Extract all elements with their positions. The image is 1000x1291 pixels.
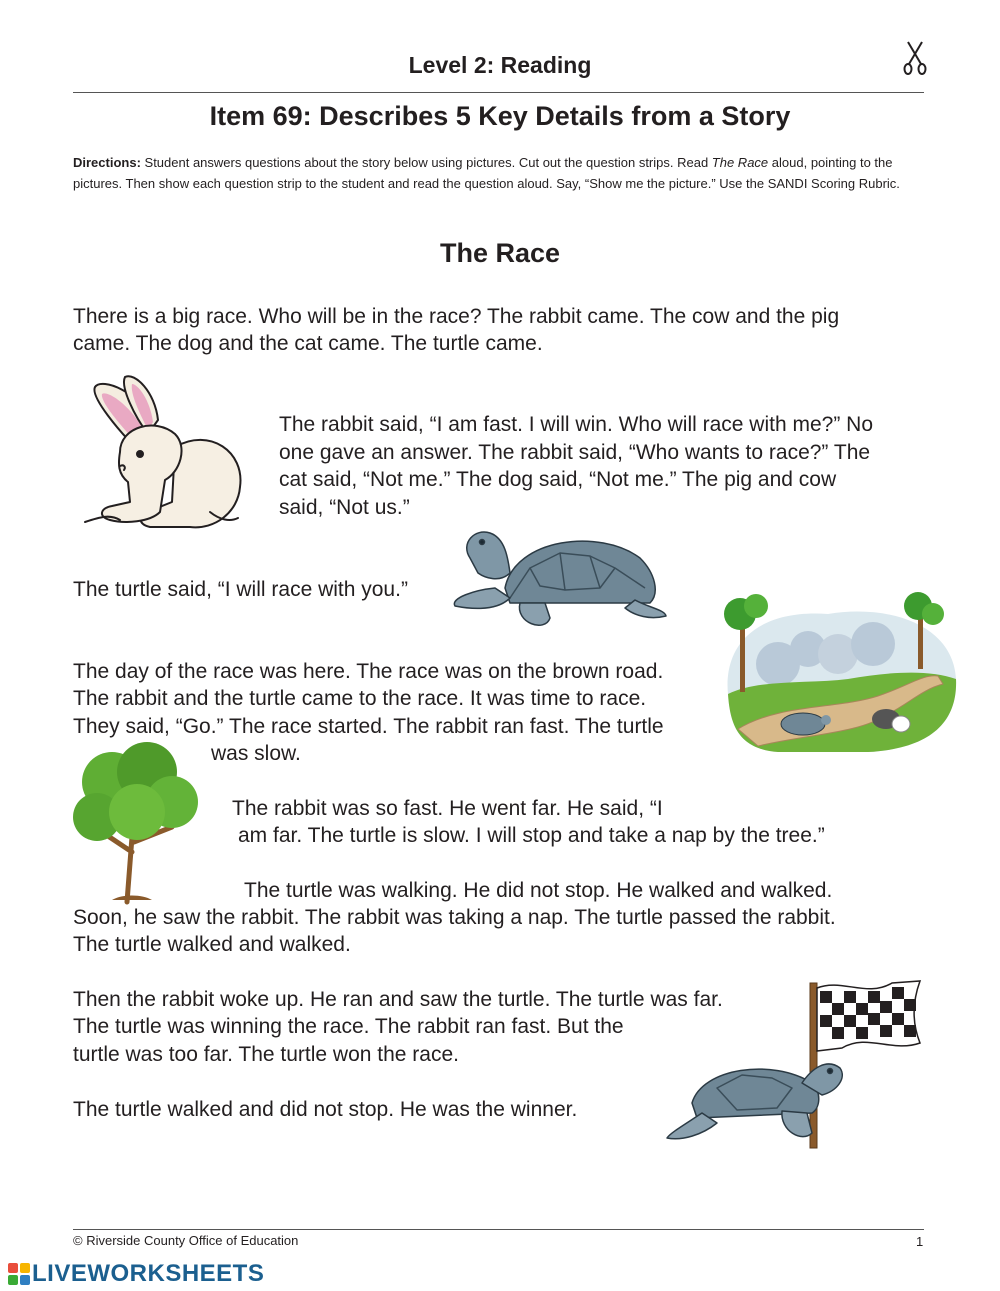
story-line: cat said, “Not me.” The dog said, “Not me.” The pig and cow	[279, 468, 837, 491]
story-line: There is a big race. Who will be in the race? The rabbit came. The cow and the pig	[73, 305, 840, 328]
page-number: 1	[916, 1234, 924, 1249]
story-line: was slow.	[211, 742, 301, 765]
story-line: They said, “Go.” The race started. The rabbit ran fast. The turtle	[73, 715, 664, 738]
race-scene-illustration	[718, 584, 963, 756]
footer-divider	[73, 1229, 924, 1230]
rabbit-illustration	[80, 372, 245, 542]
liveworksheets-logo[interactable]	[8, 1260, 264, 1288]
story-line: The turtle was walking. He did not stop. He walked and walked.	[244, 879, 833, 902]
story-line: The turtle walked and walked.	[73, 933, 351, 956]
story-title: The Race	[439, 238, 561, 268]
story-line: one gave an answer. The rabbit said, “Who wants to race?” The	[279, 441, 871, 464]
directions-text-2: aloud, pointing to the pictures. Then show each question strip to the student and read the question aloud. Say, “Show me the picture.” Use the SANDI Scoring Rubric.	[73, 155, 900, 191]
story-line: The rabbit and the turtle came to the race. It was time to race.	[73, 687, 647, 710]
directions-text-1: Student answers questions about the story below using pictures. Cut out the question strips. Read	[140, 155, 712, 170]
story-line: The turtle walked and did not stop. He was the winner.	[73, 1098, 578, 1121]
directions-title-ref: The Race	[711, 155, 769, 170]
story-line: The turtle was winning the race. The rabbit ran fast. But the	[73, 1015, 624, 1038]
turtle-illustration	[450, 528, 670, 633]
liveworksheets-text: LIVEWORKSHEETS	[32, 1260, 265, 1287]
story-line: The day of the race was here. The race was on the brown road.	[73, 660, 664, 683]
story-line: turtle was too far. The turtle won the race.	[73, 1043, 459, 1066]
story-line: came. The dog and the cat came. The turtle came.	[73, 332, 543, 355]
story-line: said, “Not us.”	[279, 496, 410, 519]
directions	[73, 152, 933, 194]
scissors-icon	[902, 40, 928, 76]
story-line: The rabbit was so fast. He went far. He said, “I	[232, 797, 663, 820]
header-divider	[73, 92, 924, 93]
copyright: © Riverside County Office of Education	[73, 1233, 299, 1248]
level-title: Level 2: Reading	[408, 52, 592, 78]
item-title: Item 69: Describes 5 Key Details from a Story	[209, 101, 791, 131]
finish-illustration	[662, 973, 924, 1153]
liveworksheets-badge-icon	[8, 1263, 30, 1285]
story-line: The turtle said, “I will race with you.”	[73, 578, 408, 601]
story-line: Then the rabbit woke up. He ran and saw the turtle. The turtle was far.	[73, 988, 723, 1011]
story-line: Soon, he saw the rabbit. The rabbit was taking a nap. The turtle passed the rabbit.	[73, 906, 836, 929]
story-line: The rabbit said, “I am fast. I will win. Who will race with me?” No	[279, 413, 874, 436]
tree-illustration	[72, 742, 202, 907]
story-line: am far. The turtle is slow. I will stop and take a nap by the tree.”	[238, 824, 825, 847]
directions-label: Directions:	[73, 155, 141, 170]
